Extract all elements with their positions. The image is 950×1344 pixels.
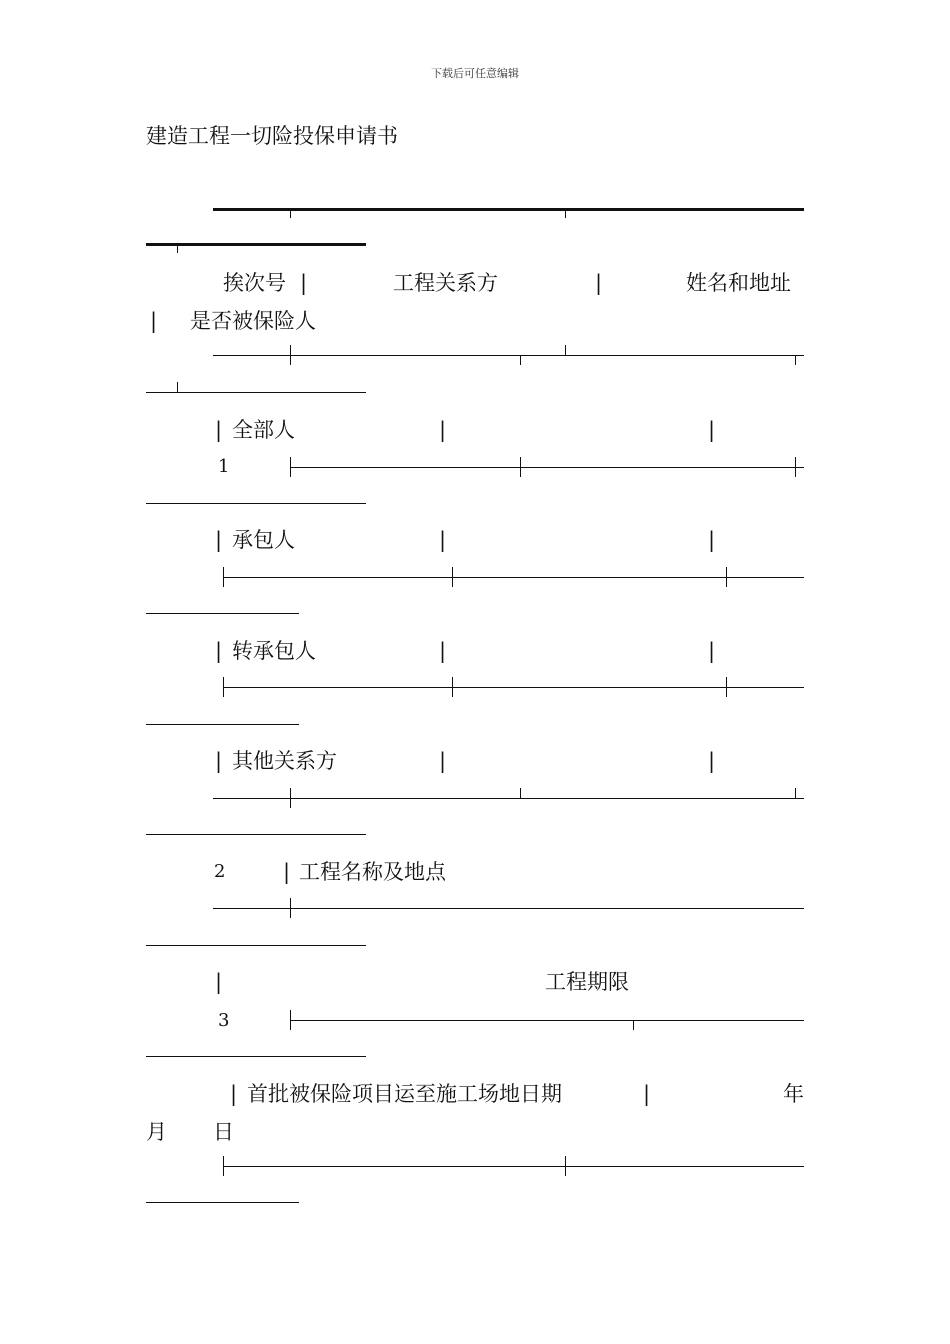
table-row-line (146, 834, 366, 835)
table-row-line (146, 724, 299, 725)
table-cross (223, 1156, 224, 1176)
row-label-other-parties: 其他关系方 (232, 749, 337, 773)
cell-separator: | (215, 528, 223, 552)
col-header-seq: 挨次号 (223, 271, 286, 295)
table-row-line (213, 798, 804, 799)
table-tick (565, 345, 566, 355)
cell-separator: | (215, 970, 223, 994)
table-row-line (223, 687, 804, 688)
table-border-line (146, 243, 366, 246)
cell-separator: | (439, 749, 447, 773)
cell-separator: | (215, 639, 223, 663)
table-cross (290, 898, 291, 918)
col-header-name-address: 姓名和地址 (686, 271, 791, 295)
table-cross (290, 457, 291, 477)
cell-separator: | (150, 309, 158, 333)
cell-separator: | (215, 418, 223, 442)
cell-separator: | (300, 271, 308, 295)
row-label-owner: 全部人 (232, 418, 295, 442)
table-row-line (146, 1056, 366, 1057)
col-header-party: 工程关系方 (393, 271, 498, 295)
cell-separator: | (708, 528, 716, 552)
cell-separator: | (439, 418, 447, 442)
table-tick (795, 788, 796, 798)
table-cross (452, 567, 453, 587)
table-row-line (213, 908, 804, 909)
table-cross (520, 457, 521, 477)
col-header-is-insured: 是否被保险人 (190, 309, 316, 333)
table-cross (223, 567, 224, 587)
row-label-contractor: 承包人 (232, 528, 295, 552)
document-title: 建造工程一切险投保申请书 (146, 124, 398, 148)
table-row-line (146, 503, 366, 504)
table-cross (726, 677, 727, 697)
year-label: 年 (783, 1082, 804, 1106)
table-tick (290, 208, 291, 218)
table-row-line (213, 355, 804, 356)
table-row-line (146, 613, 299, 614)
table-tick (633, 1020, 634, 1030)
cell-separator: | (643, 1082, 651, 1106)
row-number: 2 (214, 861, 226, 882)
cell-separator: | (439, 528, 447, 552)
table-tick (177, 382, 178, 392)
table-tick (795, 355, 796, 365)
cell-separator: | (595, 271, 603, 295)
table-row-line (223, 1166, 804, 1167)
table-cross (290, 345, 291, 365)
row-number: 1 (218, 456, 230, 477)
table-row-line (290, 467, 804, 468)
table-cross (290, 1010, 291, 1030)
table-row-line (146, 392, 366, 393)
project-name-location-label: 工程名称及地点 (299, 860, 446, 884)
table-cross (290, 788, 291, 808)
table-tick (565, 208, 566, 218)
table-row-line (146, 1202, 299, 1203)
first-batch-date-label: 首批被保险项目运至施工场地日期 (247, 1082, 562, 1106)
table-cross (726, 567, 727, 587)
table-tick (177, 243, 178, 253)
table-border-line (213, 208, 804, 211)
cell-separator: | (708, 418, 716, 442)
table-cross (565, 1156, 566, 1176)
day-label: 日 (213, 1120, 234, 1144)
cell-separator: | (215, 749, 223, 773)
cell-separator: | (708, 749, 716, 773)
cell-separator: | (439, 639, 447, 663)
table-row-line (290, 1020, 804, 1021)
table-row-line (146, 945, 366, 946)
page-header-note: 下载后可任意编辑 (431, 67, 519, 80)
table-cross (452, 677, 453, 697)
cell-separator: | (230, 1082, 238, 1106)
row-label-subcontractor: 转承包人 (232, 639, 316, 663)
table-cross (795, 457, 796, 477)
cell-separator: | (708, 639, 716, 663)
table-tick (520, 355, 521, 365)
month-label: 月 (146, 1120, 167, 1144)
table-cross (223, 677, 224, 697)
cell-separator: | (283, 860, 291, 884)
table-tick (520, 788, 521, 798)
row-number: 3 (218, 1010, 230, 1031)
project-period-label: 工程期限 (545, 970, 629, 994)
table-row-line (223, 577, 804, 578)
